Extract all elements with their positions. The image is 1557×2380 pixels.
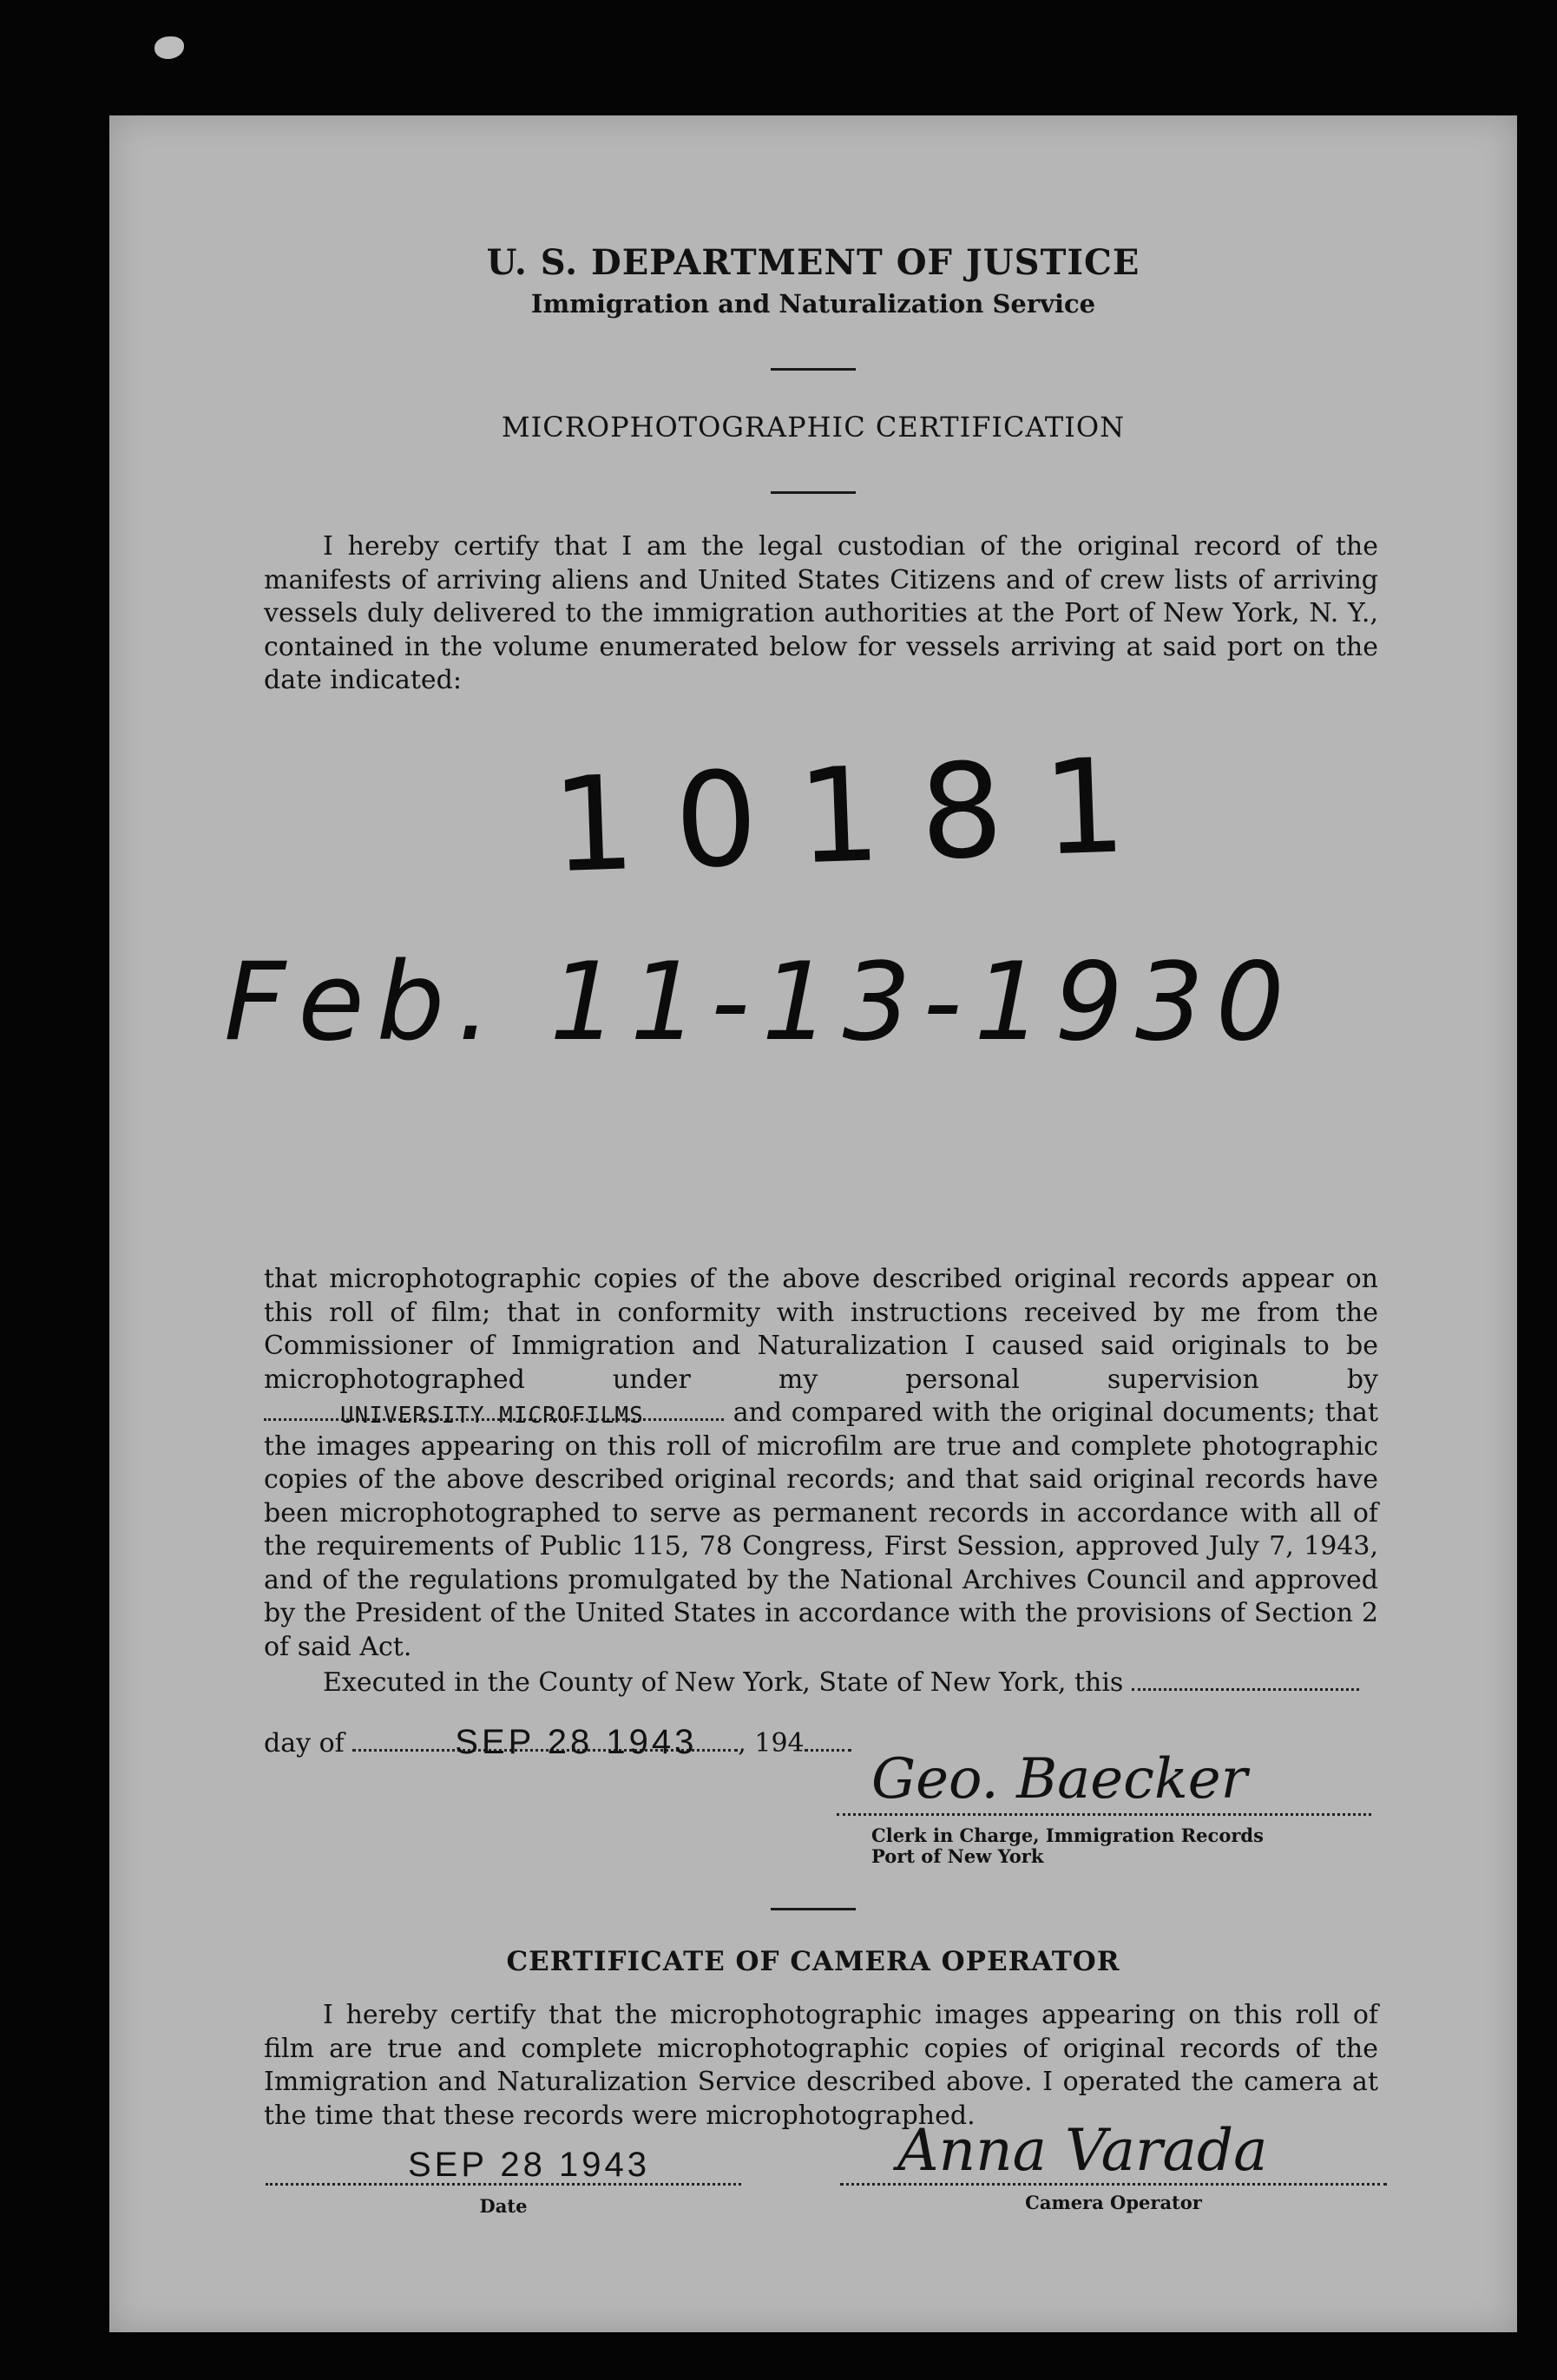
camera-operator-statement [264,1999,1378,2133]
custodian-statement-text: I hereby certify that I am the legal custodian of the original record of the manifests of arriving aliens and United States Citizens and of crew lists of arriving vessels duly delivered to the immigration authorities at the Port of New York, N. Y., contained in the volume enumerated below for vessels arriving at said port on the date indicated: [264,531,1378,695]
service-subheading: Immigration and Naturalization Service [530,289,1096,319]
microfilm-company: UNIVERSITY MICROFILMS [340,1403,644,1429]
certification-body-part1: that microphotographic copies of the above described original records appear on this roll of film; that in conformity with instructions received by me from the Commissioner of Immigration and Naturalization I caused said originals to be microphotographed under my personal supervision by [264,1264,1378,1395]
certificate-page [109,115,1517,2332]
year-blank [805,1749,851,1752]
execution-date-stamp: SEP 28 1943 [455,1723,698,1761]
operator-date-stamp: SEP 28 1943 [408,2146,651,2184]
camera-operator-heading: CERTIFICATE OF CAMERA OPERATOR [506,1946,1120,1977]
camera-operator-signature: Anna Varada [897,2117,1268,2184]
execution-line [264,1667,1378,1700]
clerk-title-line2: Port of New York [871,1845,1044,1867]
day-blank [352,1723,738,1761]
divider-rule [771,1908,856,1910]
year-label: , 194 [738,1728,805,1759]
camera-operator-label: Camera Operator [1025,2192,1202,2213]
clerk-title [871,1825,1264,1867]
divider-rule [771,368,856,371]
supervisor-blank [264,1403,724,1429]
clerk-signature-line [837,1813,1371,1816]
day-of-line [264,1723,851,1761]
divider-rule [771,491,856,494]
custodian-statement [264,530,1378,698]
execution-text: Executed in the County of New York, State of New York, this [323,1667,1124,1698]
execution-blank [1132,1688,1359,1691]
certification-title: MICROPHOTOGRAPHIC CERTIFICATION [501,411,1126,444]
clerk-signature: Geo. Baecker [871,1747,1248,1811]
arrival-dates-handwritten: Feb. 11-13-1930 [224,940,1297,1065]
camera-operator-text: I hereby certify that the microphotographic images appearing on this roll of film are true and complete microphotographic copies of original records of the Immigration and Naturalization Service described above. I operated the camera at the time that these records were microphotographed. [264,2000,1378,2131]
certification-body [264,1263,1378,1664]
film-dust-speck [154,36,184,59]
date-label: Date [479,2195,528,2217]
department-heading: U. S. DEPARTMENT OF JUSTICE [486,242,1140,283]
volume-number-handwritten: 10181 [549,729,1169,903]
certification-body-part2: and compared with the original documents; that the images appearing on this roll of microfilm are true and complete photographic copies of the above described original records; and that said original records have been microphotographed to serve as permanent records in accordance with all of the requirements of Public 115, 78 Congress, First Session, approved July 7, 1943, and of the regulations promulgated by the National Archives Council and approved by the President of the United States in accordance with the provisions of Section 2 of said Act. [264,1397,1378,1662]
day-of-label: day of [264,1728,345,1759]
clerk-title-line1: Clerk in Charge, Immigration Records [871,1824,1264,1846]
